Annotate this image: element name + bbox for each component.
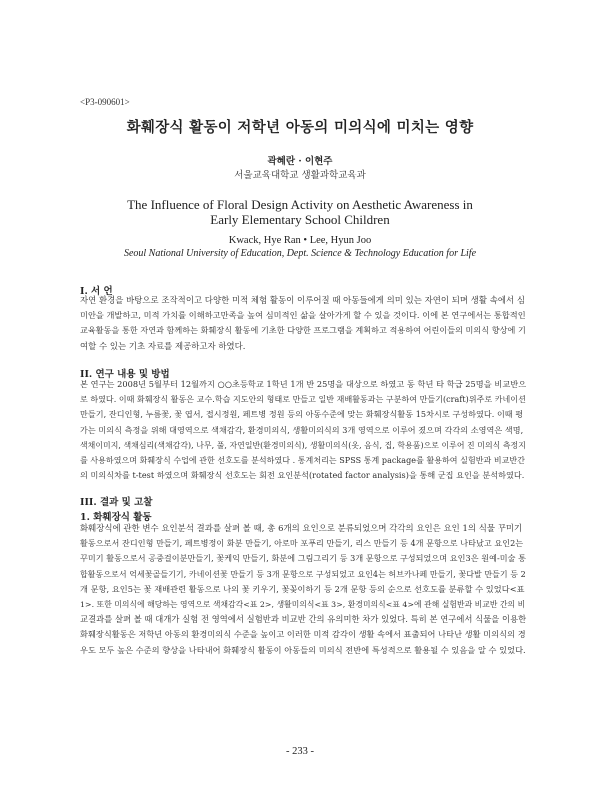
paragraph-line: 우도 모두 높은 수준의 향상을 나타내어 화훼장식 활동이 아동들의 미의식 전반에 특성적으로 활용될 수 있음을 알 수 있었다. xyxy=(80,644,526,655)
paragraph-line: 미안을 개발하고, 미적 가치를 이해하고만족을 높여 심미적인 삶을 살아가게 할 수 있을 것이다. 이에 본 연구에서는 통합적인 xyxy=(80,310,526,321)
paragraph-line: 화훼장식에 관한 변수 요인분석 결과를 살펴 볼 때, 총 6개의 요인으로 분류되었으며 각각의 요인은 요인 1의 식물 꾸미기 xyxy=(80,523,523,533)
english-title xyxy=(0,197,600,227)
english-title-line-1: The Influence of Floral Design Activity on Aesthetic Awareness in xyxy=(127,197,473,212)
paragraph-line: 1>. 또한 미의식에 해당하는 영역으로 색채감각<표 2>, 생활미의식<표 3>, 환경미의식<표 4>에 관해 실험반과 비교반 간의 비 xyxy=(80,599,526,609)
paragraph-line: 로 하였다. 이때 화훼장식 활동은 교수.학습 지도안의 형태로 만들고 일반 재배활동과는 구분하여 만들기(craft)위주로 카네이션 xyxy=(80,395,526,405)
paragraph-line: 를 사용하였으며 화훼장식 수업에 관한 선호도를 분석하였다 . 통계처리는 SPSS 통계 package를 활용하여 실험반과 비교반간 xyxy=(80,455,525,465)
paragraph-line: 의 미의식차를 t-test 하였으며 화훼장식 선호도는 회전 요인분석(rotated factor analysis)을 통해 군집 요인을 분석하였다. xyxy=(80,470,525,481)
section-heading-results: III. 결과 및 고찰 xyxy=(80,497,153,508)
paragraph-line: 합활동으로서 억세꽃골들기기, 카네이션꽃 만들기 등 3개 문항으로 구성되었고 요인4는 허브카나페 만들기, 꽃다발 만들기 등 2 xyxy=(80,569,526,579)
page-number: - 233 - xyxy=(286,746,314,757)
section-heading-methods: II. 연구 내용 및 방법 xyxy=(80,369,170,380)
paragraph-line: 교결과를 살펴 볼 때 대개가 실험 전 영역에서 실험반과 비교반 간의 유의미한 차가 있었다. 특히 본 연구에서 식물을 이용한 xyxy=(80,614,527,625)
paragraph-line: 본 연구는 2008년 5월부터 12월까지 ○○초등학교 1학년 1개 반 25명을 대상으로 하였고 동 학년 타 학급 25명을 비교반으 xyxy=(80,379,527,389)
paragraph-line: 자연 환경을 바탕으로 조작적이고 다양한 미적 체험 활동이 이루어질 때 아동들에게 의미 있는 자연이 되며 생활 속에서 심 xyxy=(80,295,525,305)
paragraph-line: 교육활동을 통한 자연과 함께하는 화훼장식 활동에 기초한 다양한 프로그램을 계획하고 적용하여 어린이들의 미의식 향상에 기 xyxy=(80,325,526,336)
korean-authors: 곽혜란 · 이현주 xyxy=(267,156,333,167)
subsection-heading-floral-activity: 1. 화훼장식 활동 xyxy=(80,512,152,523)
methods-paragraph xyxy=(80,377,527,483)
paragraph-line: 가는 미의식 측정을 위해 대영역으로 색채감각, 환경미의식, 생활미의식의 3개 영역으로 이루어 졌으며 각각의 소영역은 색명, xyxy=(80,424,524,435)
paper-code: <P3-090601> xyxy=(80,97,130,107)
intro-paragraph xyxy=(80,293,527,354)
paragraph-line: 색채이미지, 색채심리(색채감각), 나무, 풀, 자연일반(환경미의식), 생활미의식(옷, 음식, 집, 학용품)으로 이루어 진 미의식 측정지 xyxy=(80,440,526,450)
paragraph-line: 화훼장식활동은 저학년 아동의 환경미의식 수준을 높이고 이러한 미적 감각이 생활 속에서 표출되어 나타난 생활 미의식의 경 xyxy=(80,629,526,640)
paragraph-line: 여할 수 있는 기초 자료를 제공하고자 하였다. xyxy=(80,340,246,351)
paragraph-line: 꾸미기 활동으로서 공중걸이분만들기, 꽃케익 만들기, 화분에 그림그리기 등 3개 문항으로 구성되었으며 요인3은 원예-미술 통 xyxy=(80,553,526,564)
paragraph-line: 만들기, 잔디인형, 누름꽃, 꽃 엽서, 접시정원, 페트병 정원 등의 아동수준에 맞는 화훼장식활동 15차시로 구성하였다. 이때 평 xyxy=(80,409,524,420)
english-authors: Kwack, Hye Ran • Lee, Hyun Joo xyxy=(228,235,372,246)
english-title-line-2: Early Elementary School Children xyxy=(210,212,390,227)
paragraph-line: 개 문항, 요인5는 꽃 재배관련 활동으로 나의 꽃 키우기, 꽃꽂이하기 등 2개 문항 등의 순으로 선호도를 분류할 수 있었다<표 xyxy=(80,583,525,594)
english-affiliation: Seoul National University of Education, Dept. Science & Technology Education for Life xyxy=(123,248,477,259)
paragraph-line: 활동으로서 잔디인형 만들기, 페트병정이 화분 만들기, 아로마 포푸리 만들기, 리스 만들기 등 4개 문항으로 나타났고 요인2는 xyxy=(80,538,524,549)
results-paragraph xyxy=(80,521,527,658)
korean-title: 화훼장식 활동이 저학년 아동의 미의식에 미치는 영향 xyxy=(126,119,474,136)
section-heading-intro: I. 서 언 xyxy=(80,286,113,297)
korean-affiliation: 서울교육대학교 생활과학교육과 xyxy=(234,170,366,181)
